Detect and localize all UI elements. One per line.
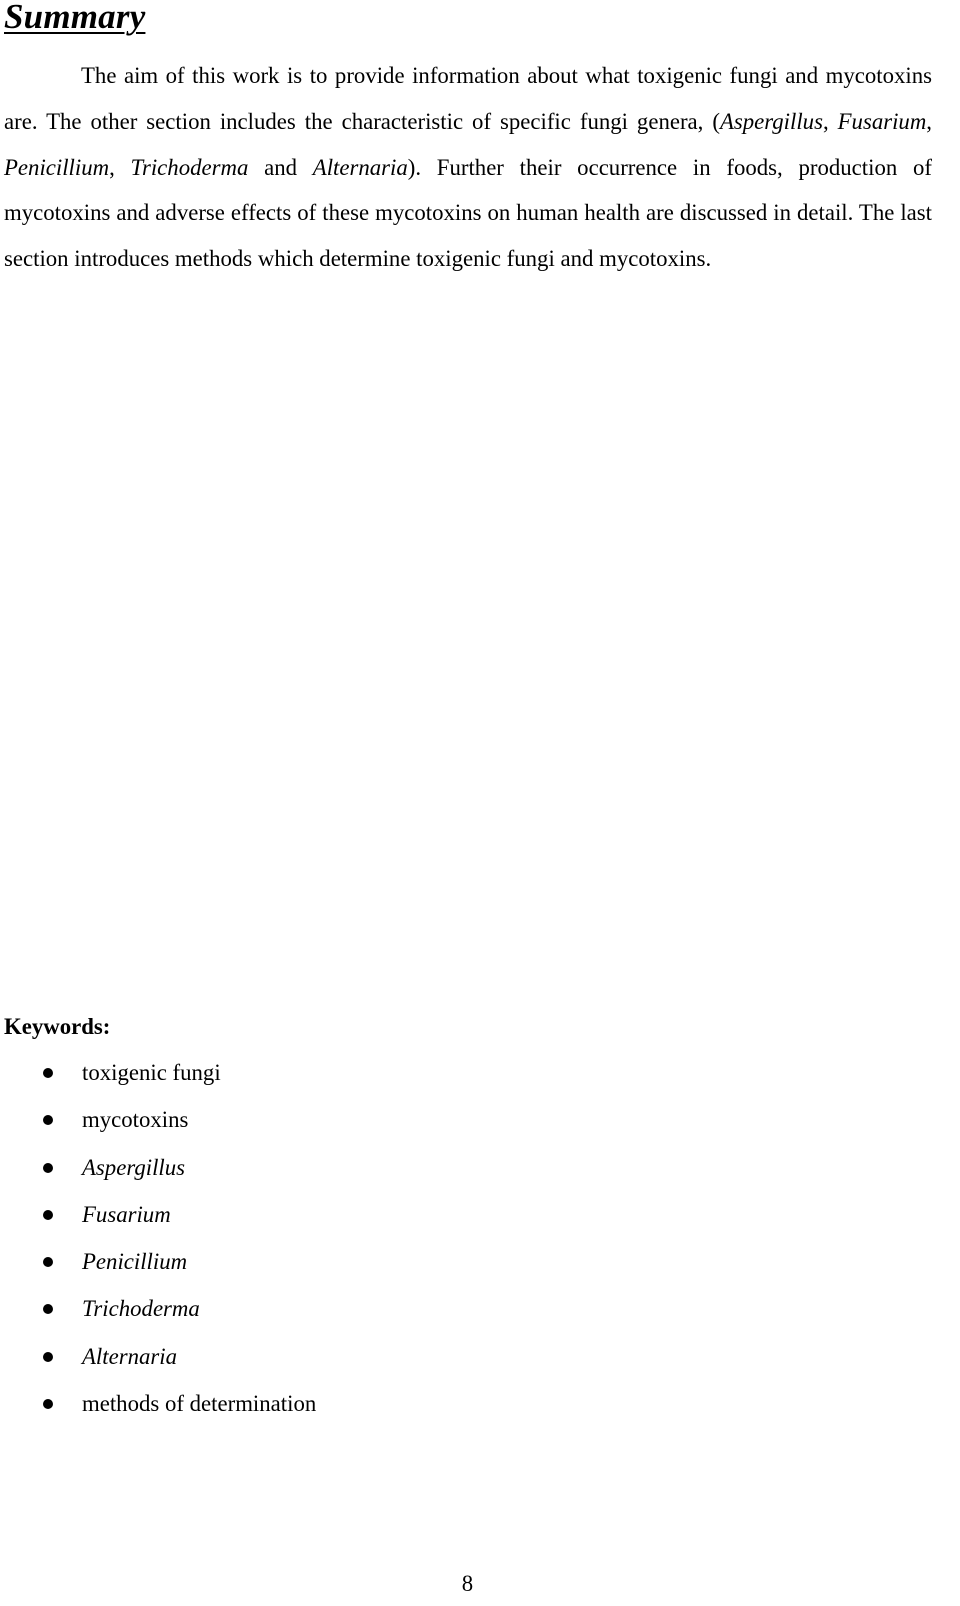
summary-text: The aim of this work is to provide information about what toxigenic fungi and mycotoxins are. The other section includes the characteristic of specific fungi genera, ( bbox=[4, 63, 932, 134]
summary-separator: , bbox=[926, 108, 932, 134]
keyword-text: Penicillium bbox=[82, 1249, 188, 1275]
keyword-item bbox=[0, 1100, 316, 1147]
genus-name: Alternaria bbox=[312, 154, 408, 180]
keyword-item bbox=[0, 1148, 316, 1195]
keyword-item bbox=[0, 1053, 316, 1100]
keyword-text: Fusarium bbox=[82, 1201, 171, 1227]
keyword-item bbox=[0, 1384, 316, 1431]
keyword-text: Alternaria bbox=[82, 1343, 177, 1369]
bullet-icon bbox=[43, 1304, 53, 1314]
summary-separator: and bbox=[248, 154, 313, 180]
keyword-text: Aspergillus bbox=[82, 1154, 186, 1180]
keyword-text: Trichoderma bbox=[82, 1296, 200, 1322]
bullet-icon bbox=[43, 1399, 53, 1409]
genus-name: Penicillium bbox=[4, 154, 110, 180]
summary-paragraph bbox=[4, 53, 932, 282]
genus-name: Trichoderma bbox=[130, 154, 249, 180]
genus-name: Aspergillus bbox=[719, 108, 823, 134]
keyword-text: methods of determination bbox=[82, 1391, 317, 1417]
page-number: 8 bbox=[461, 1571, 474, 1596]
bullet-icon bbox=[43, 1163, 53, 1173]
bullet-icon bbox=[43, 1068, 53, 1078]
keyword-text: toxigenic fungi bbox=[82, 1060, 221, 1085]
keyword-item bbox=[0, 1289, 316, 1336]
keyword-item bbox=[0, 1242, 316, 1289]
bullet-icon bbox=[43, 1257, 53, 1267]
keyword-item bbox=[0, 1195, 316, 1242]
summary-separator: , bbox=[822, 108, 838, 134]
genus-name: Fusarium bbox=[837, 108, 927, 134]
keywords-list bbox=[0, 1053, 316, 1431]
summary-separator: , bbox=[109, 154, 131, 180]
section-title: Summary bbox=[4, 0, 146, 36]
bullet-icon bbox=[43, 1352, 53, 1362]
summary-text: ). Further their occurrence in foods, production of mycotoxins and adverse effects of these mycotoxins on human health are discussed in detail. The last section introduces methods which determine toxigenic fungi and mycotoxins. bbox=[4, 154, 932, 272]
bullet-icon bbox=[43, 1115, 53, 1125]
keyword-text: mycotoxins bbox=[82, 1107, 189, 1133]
bullet-icon bbox=[43, 1210, 53, 1220]
keyword-item bbox=[0, 1337, 316, 1384]
keywords-label: Keywords: bbox=[4, 1014, 111, 1039]
